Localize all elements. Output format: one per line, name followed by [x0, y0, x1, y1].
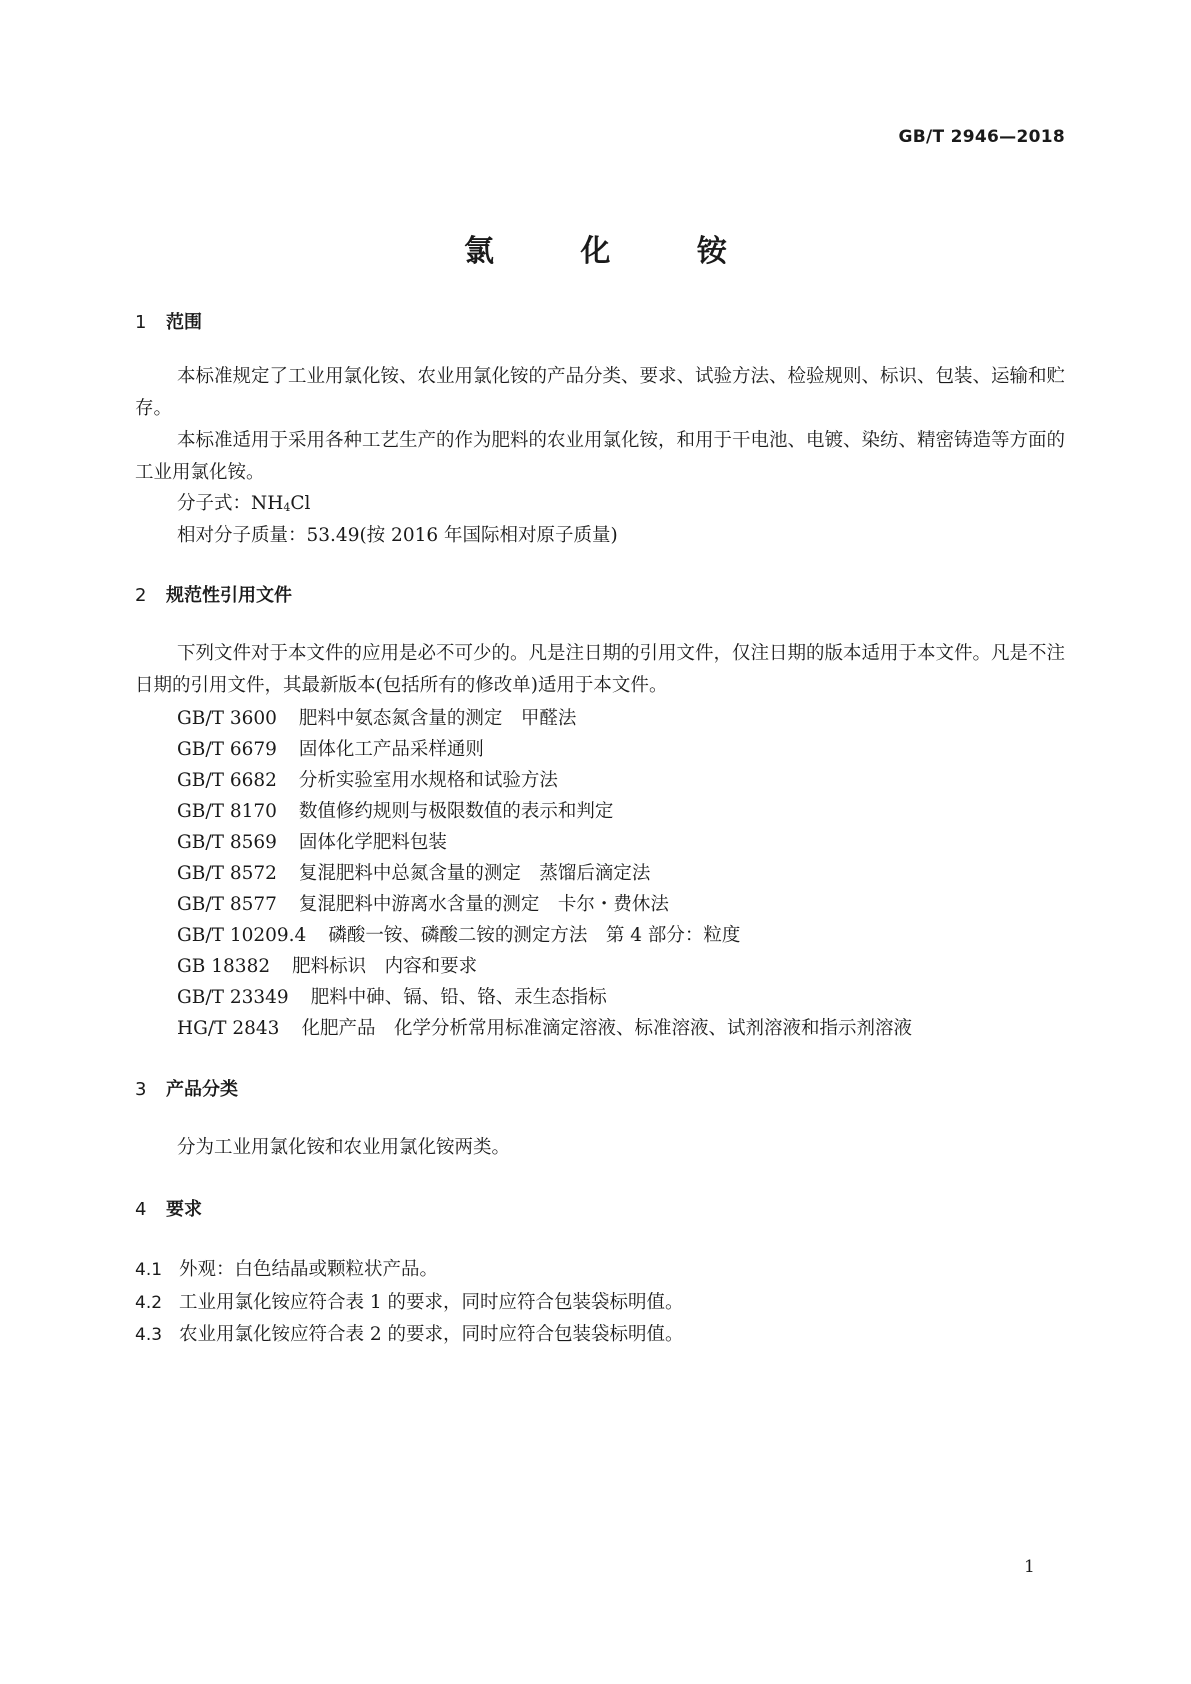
- reference-item: GB/T 6682 分析实验室用水规格和试验方法: [177, 770, 558, 791]
- requirement-item: 4.2 工业用氯化铵应符合表 1 的要求，同时应符合包装袋标明值。: [135, 1292, 684, 1313]
- page-number: 1: [1024, 1557, 1035, 1577]
- scope-paragraph-1: 本标准规定了工业用氯化铵、农业用氯化铵的产品分类、要求、试验方法、检验规则、标识、包装、运输和贮存。: [135, 366, 1066, 419]
- document-title: 氯 化 铵: [464, 234, 765, 269]
- section-title: 范围: [166, 312, 202, 333]
- reference-item: GB/T 23349 肥料中砷、镉、铅、铬、汞生态指标: [177, 987, 607, 1008]
- reference-item: GB/T 6679 固体化工产品采样通则: [177, 739, 484, 760]
- reference-item: GB/T 8170 数值修约规则与极限数值的表示和判定: [177, 801, 614, 822]
- section-3-heading: [135, 1075, 238, 1101]
- section-number: 3: [135, 1079, 147, 1100]
- section-title: 要求: [166, 1199, 202, 1220]
- section-title: 产品分类: [166, 1079, 238, 1100]
- section-title: 规范性引用文件: [166, 585, 292, 606]
- reference-item: GB/T 8569 固体化学肥料包装: [177, 832, 447, 853]
- requirement-item: 4.1 外观：白色结晶或颗粒状产品。: [135, 1259, 439, 1280]
- classification-text: 分为工业用氯化铵和农业用氯化铵两类。: [177, 1137, 511, 1158]
- reference-item: GB/T 8577 复混肥料中游离水含量的测定 卡尔・费休法: [177, 894, 669, 915]
- reference-item: GB/T 10209.4 磷酸一铵、磷酸二铵的测定方法 第 4 部分：粒度: [177, 925, 741, 946]
- requirement-item: 4.3 农业用氯化铵应符合表 2 的要求，同时应符合包装袋标明值。: [135, 1324, 684, 1345]
- section-2-heading: [135, 581, 292, 607]
- section-number: 2: [135, 585, 147, 606]
- reference-item: GB/T 3600 肥料中氨态氮含量的测定 甲醛法: [177, 708, 577, 729]
- section-4-heading: [135, 1195, 202, 1221]
- scope-paragraph-2: 本标准适用于采用各种工艺生产的作为肥料的农业用氯化铵，和用于干电池、电镀、染纺、精密铸造等方面的工业用氯化铵。: [135, 430, 1066, 483]
- reference-item: GB/T 8572 复混肥料中总氮含量的测定 蒸馏后滴定法: [177, 863, 651, 884]
- section-1-heading: [135, 308, 202, 334]
- molecular-formula: 分子式：$NH_4Cl$: [177, 493, 311, 514]
- standard-code: GB/T 2946—2018: [898, 127, 1065, 147]
- section-number: 4: [135, 1199, 147, 1220]
- section-number: 1: [135, 312, 147, 333]
- references-intro: 下列文件对于本文件的应用是必不可少的。凡是注日期的引用文件，仅注日期的版本适用于本文件。凡是不注日期的引用文件，其最新版本(包括所有的修改单)适用于本文件。: [135, 643, 1066, 696]
- reference-item: HG/T 2843 化肥产品 化学分析常用标准滴定溶液、标准溶液、试剂溶液和指示剂溶液: [177, 1018, 912, 1039]
- relative-molecular-mass: 相对分子质量：53.49(按 2016 年国际相对原子质量): [177, 525, 618, 546]
- reference-item: GB 18382 肥料标识 内容和要求: [177, 956, 478, 977]
